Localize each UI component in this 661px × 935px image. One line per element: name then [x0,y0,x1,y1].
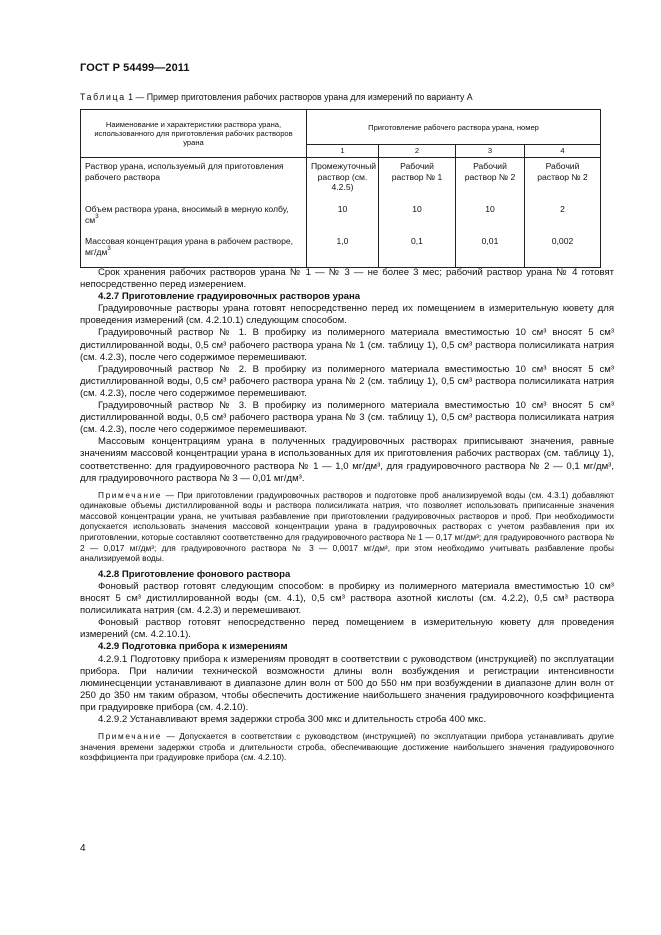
table-head-num-2: 2 [379,145,456,158]
section-heading-4-2-9: 4.2.9 Подготовка прибора к измерениям [98,641,288,653]
section-heading-4-2-8: 4.2.8 Приготовление фонового раствора [98,568,291,580]
note-text: — При приготовлении градуировочных растворов и подготовке проб анализируемой воды (см. 4.3.1) добавляют одинаковые объемы дистиллированной воды и раствора полисиликата натрия, что позволяет использовать приписанные значения массовой концентрации урана, не учитывая разбавление при приготовлении градуировочных растворов и проб. При необходимости допускается использовать значения массовой концентрации урана в градуировочных растворах с учетом разбавления при их приготовлении, которые составляют соответственно для градуировочного раствора № 1 — 0,17 мг/дм³; для градуировочного раствора № 2 — 0,017 мг/дм³; для градуировочного раствора № 3 — 0,0017 мг/дм³, при этом необходимо учитывать разбавление пробы анализируемой воды. [80,489,614,564]
paragraph-background-solution: Фоновый раствор готовят следующим способом: в пробирку из полимерного материала вместимостью 10 см³ вносят 5 см³ дистиллированной воды (см. 4.1), 0,5 см³ раствора азотной кислоты (см. 4.2.2), 0,5 см³ раствора полисиликата натрия (см. 4.2.3) и перемешивают. [80,580,614,617]
table-cell-label: Раствор урана, используемый для приготовления рабочего раствора [81,158,307,202]
paragraph-4-2-9-2: 4.2.9.2 Устанавливают время задержки строба 300 мкс и длительность строба 400 мкс. [98,713,486,725]
paragraph-calibration-3: Градуировочный раствор № 3. В пробирку из полимерного материала вместимостью 10 см³ вносят 5 см³ дистиллированной воды, 0,5 см³ рабочего раствора урана № 3 (см. таблицу 1), 0,5 см³ раствора полисиликата натрия (см. 4.2.3), после чего содержимое перемешивают. [80,400,614,436]
note [80,731,614,763]
table-cell: Рабочий раствор № 2 [456,158,525,202]
table-cell: 10 [456,201,525,233]
table-caption [80,92,600,102]
table-cell: Рабочий раствор № 1 [379,158,456,202]
table-head-group: Приготовление рабочего раствора урана, номер [307,110,601,145]
table-cell: Рабочий раствор № 2 [525,158,601,202]
table-cell: 10 [307,201,379,233]
note-text: — Допускается в соответствии с руководством (инструкцией) по эксплуатации прибора устанавливать другие значения времени задержки строба и длительности строба, обеспечивающие достижение наибольшего значения градуировочного коэффициента при градуировке прибора (см. 4.2.10). [80,731,614,763]
table-cell-label-text: Объем раствора урана, вносимый в мерную колбу, см [85,204,289,225]
table-cell: Промежуточный раствор (см. 4.2.5) [307,158,379,202]
table-caption-text: 1 — Пример приготовления рабочих растворов урана для измерений по варианту А [125,92,473,102]
paragraph-storage: Срок хранения рабочих растворов урана № 1 — № 3 — не более 3 мес; рабочий раствор урана № 4 готовят непосредственно перед измерением. [80,267,614,291]
table-cell-label [81,233,307,268]
document-header: ГОСТ Р 54499—2011 [80,62,190,74]
table-cell-label [81,201,307,233]
table-row [81,158,601,202]
paragraph-calibration-2: Градуировочный раствор № 2. В пробирку из полимерного материала вместимостью 10 см³ вносят 5 см³ дистиллированной воды, 0,5 см³ рабочего раствора урана № 2 (см. таблицу 1), 0,5 см³ раствора полисиликата натрия (см. 4.2.3), после чего содержимое перемешивают. [80,363,614,399]
table-cell: 10 [379,201,456,233]
table-cell: 0,1 [379,233,456,268]
paragraph-4-2-9-1: 4.2.9.1 Подготовку прибора к измерениям проводят в соответствии с руководством (инструкцией) по эксплуатации прибора. При наличии технической возможности длины волн возбуждения и регистрации интенсивности люминесценции устанавливают в диапазоне длин волн от 500 до 550 нм при возбуждении в диапазоне длин волн от 250 до 350 нм таким образом, чтобы обеспечить достижение наибольшего значения градуировочного коэффициента при градуировке прибора (см. 4.2.10). [80,653,614,713]
section-heading-4-2-7: 4.2.7 Приготовление градуировочных растворов урана [98,291,361,303]
table-cell: 2 [525,201,601,233]
table-cell: 1,0 [307,233,379,268]
table-head-solution: Наименование и характеристики раствора урана, использованного для приготовления рабочих растворов урана [81,110,307,158]
table-head-num-4: 4 [525,145,601,158]
table-head-num-1: 1 [307,145,379,158]
note-label: Примечание [98,489,163,500]
paragraph: Градуировочные растворы урана готовят непосредственно перед их помещением в измерительную кювету для проведения измерений (см. 4.2.10.1) следующим способом. [80,303,614,327]
body-text [80,267,614,763]
unit-superscript: 3 [95,213,99,220]
table-cell-label-text: Массовая концентрация урана в рабочем растворе, мг/дм [85,236,294,257]
note [80,490,614,564]
table-cell: 0,002 [525,233,601,268]
paragraph-calibration-1: Градуировочный раствор № 1. В пробирку из полимерного материала вместимостью 10 см³ вносят 5 см³ дистиллированной воды, 0,5 см³ рабочего раствора урана № 1 (см. таблицу 1), 0,5 см³ раствора полисиликата натрия (см. 4.2.3), после чего содержимое перемешивают. [80,327,614,363]
paragraph: Фоновый раствор готовят непосредственно перед помещением в измерительную кювету для проведения измерений (см. 4.2.10.1). [80,617,614,641]
paragraph-concentrations: Массовым концентрациям урана в полученных градуировочных растворах приписывают значения, равные значениям массовой концентрации урана в использованных для их приготовления рабочих растворах (см. таблицу 1), соответственно: для градуировочного раствора № 1 — 1,0 мг/дм³, для градуировочного раствора № 2 — 0,1 мг/дм³, для градуировочного раствора № 3 — 0,01 мг/дм³. [80,436,614,484]
uranium-solutions-table [80,109,601,268]
table-row [81,233,601,268]
table-row [81,201,601,233]
note-label: Примечание [98,731,163,742]
page-number: 4 [80,843,86,854]
unit-superscript: 3 [107,245,111,252]
table-head-num-3: 3 [456,145,525,158]
table-caption-word: Таблица [80,92,126,102]
table-cell: 0,01 [456,233,525,268]
